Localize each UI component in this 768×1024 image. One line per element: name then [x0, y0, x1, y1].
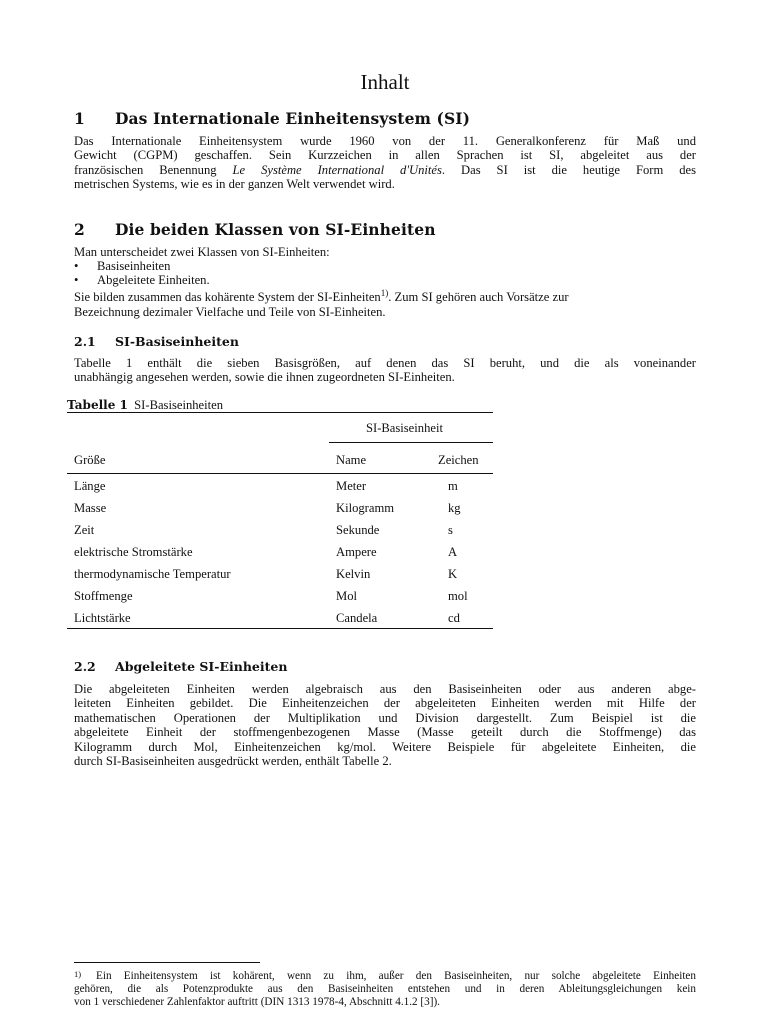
table-cell-symbol: s — [448, 523, 453, 537]
table-cell-name: Sekunde — [336, 523, 380, 537]
list-item-text: Abgeleitete Einheiten. — [97, 273, 210, 287]
footnote-rule — [74, 962, 260, 963]
table-cell-symbol: kg — [448, 501, 461, 515]
table-cell-symbol: cd — [448, 611, 460, 625]
table-cell-quantity: elektrische Stromstärke — [74, 545, 193, 559]
table-group-header: SI-Basiseinheit — [366, 421, 443, 435]
table-cell-symbol: A — [448, 545, 458, 559]
section-1-paragraph — [74, 134, 696, 192]
footnote-line: Ein Einheitensystem ist kohärent, wenn zu ihm, außer den Basiseinheiten, nur solche abgeleitete Einheiten — [96, 970, 696, 982]
list-item-text: Basiseinheiten — [97, 259, 171, 273]
table-bottom-rule — [67, 628, 493, 629]
section-title: Die beiden Klassen von SI-Einheiten — [115, 220, 436, 239]
table-header-symbol: Zeichen — [438, 453, 479, 467]
table-header-quantity: Größe — [74, 453, 106, 467]
section-2-text-line: Bezeichnung dezimaler Vielfache und Teile von SI-Einheiten. — [74, 305, 386, 319]
paragraph-line: leiteten Einheiten gebildet. Die Einheitenzeichen der abgeleiteten Einheiten werden mit Hilfe der — [74, 696, 696, 711]
paragraph-line: Tabelle 1 enthält die sieben Basisgrößen, auf denen das SI beruht, und die als voneinander — [74, 356, 696, 370]
table-cell-name: Mol — [336, 589, 357, 603]
table-cell-name: Ampere — [336, 545, 377, 559]
table-cell-quantity: thermodynamische Temperatur — [74, 567, 231, 581]
paragraph-line: abgeleitete Einheit der stoffmengenbezogenen Masse (Masse geteilt durch die Stoffmenge) das — [74, 725, 696, 740]
table-cell-symbol: K — [448, 567, 458, 581]
table-group-rule — [329, 442, 493, 443]
paragraph-line: metrischen Systems, wie es in der ganzen Welt verwendet wird. — [74, 177, 395, 192]
section-title: Abgeleitete SI-Einheiten — [115, 659, 288, 674]
italic-term: Le Système International d'Unités — [232, 162, 442, 177]
paragraph-line: Gewicht (CGPM) geschaffen. Sein Kurzzeichen in allen Sprachen ist SI, abgeleitet aus der — [74, 148, 696, 163]
table-cell-quantity: Masse — [74, 501, 107, 515]
footnote — [74, 970, 696, 1009]
table-cell-name: Meter — [336, 479, 367, 493]
section-2-2-paragraph — [74, 682, 696, 768]
footnote-line: gehören, die als Potenzprodukte aus den Basiseinheiten entstehen und in deren Ableitungsgleichungen kein — [74, 983, 696, 995]
section-title: SI-Basiseinheiten — [115, 334, 239, 349]
paragraph-line: Kilogramm durch Mol, Einheitenzeichen kg/mol. Weitere Beispiele für abgeleitete Einheiten, die — [74, 739, 696, 754]
section-2-intro: Man unterscheidet zwei Klassen von SI-Einheiten: — [74, 245, 330, 259]
table-cell-quantity: Zeit — [74, 523, 95, 537]
paragraph-line: Die abgeleiteten Einheiten werden algebraisch aus den Basiseinheiten oder aus anderen abge- — [74, 682, 696, 696]
table-header-rule — [67, 473, 493, 474]
table-cell-quantity: Stoffmenge — [74, 589, 133, 603]
table-cell-name: Kilogramm — [336, 501, 395, 515]
section-number: 2.1 — [74, 334, 96, 349]
table-caption: Tabelle 1 SI-Basiseinheiten — [67, 398, 224, 412]
table-header-name: Name — [336, 453, 367, 467]
table-cell-symbol: mol — [448, 589, 468, 603]
table-cell-name: Candela — [336, 611, 378, 625]
bullet-icon: • — [74, 259, 79, 273]
table-top-rule — [67, 412, 493, 413]
section-number: 2 — [74, 220, 85, 239]
footnote-line: von 1 verschiedener Zahlenfaktor auftritt (DIN 1313 1978-4, Abschnitt 4.1.2 [3]). — [74, 996, 440, 1008]
paragraph-line: durch SI-Basiseinheiten ausgedrückt werden, enthält Tabelle 2. — [74, 754, 392, 769]
table-cell-name: Kelvin — [336, 567, 371, 581]
bullet-icon: • — [74, 273, 79, 287]
section-number: 1 — [74, 109, 85, 128]
paragraph-line: Das Internationale Einheitensystem wurde 1960 von der 11. Generalkonferenz für Maß und — [74, 134, 696, 148]
footnote-mark: 1) — [74, 969, 82, 979]
section-number: 2.2 — [74, 659, 96, 674]
section-2-text-line: Sie bilden zusammen das kohärente System der SI-Einheiten$^{1)}$. Zum SI gehören auch Vorsätze zur — [74, 288, 569, 304]
section-title: Das Internationale Einheitensystem (SI) — [115, 109, 471, 128]
paragraph-line: unabhängig angesehen werden, sowie die ihnen zugeordneten SI-Einheiten. — [74, 370, 455, 385]
page-title: Inhalt — [360, 70, 410, 94]
table-cell-quantity: Länge — [74, 479, 106, 493]
footnote-reference: 1) — [380, 288, 389, 298]
paragraph-line: mathematischen Operationen der Multiplikation und Division dargestellt. Zum Beispiel ist die — [74, 710, 696, 725]
paragraph-line: französischen Benennung Le Système International d'Unités. Das SI ist die heutige Form des — [74, 162, 696, 177]
table-cell-quantity: Lichtstärke — [74, 611, 131, 625]
table-cell-symbol: m — [448, 479, 458, 493]
section-2-1-paragraph — [74, 356, 696, 385]
